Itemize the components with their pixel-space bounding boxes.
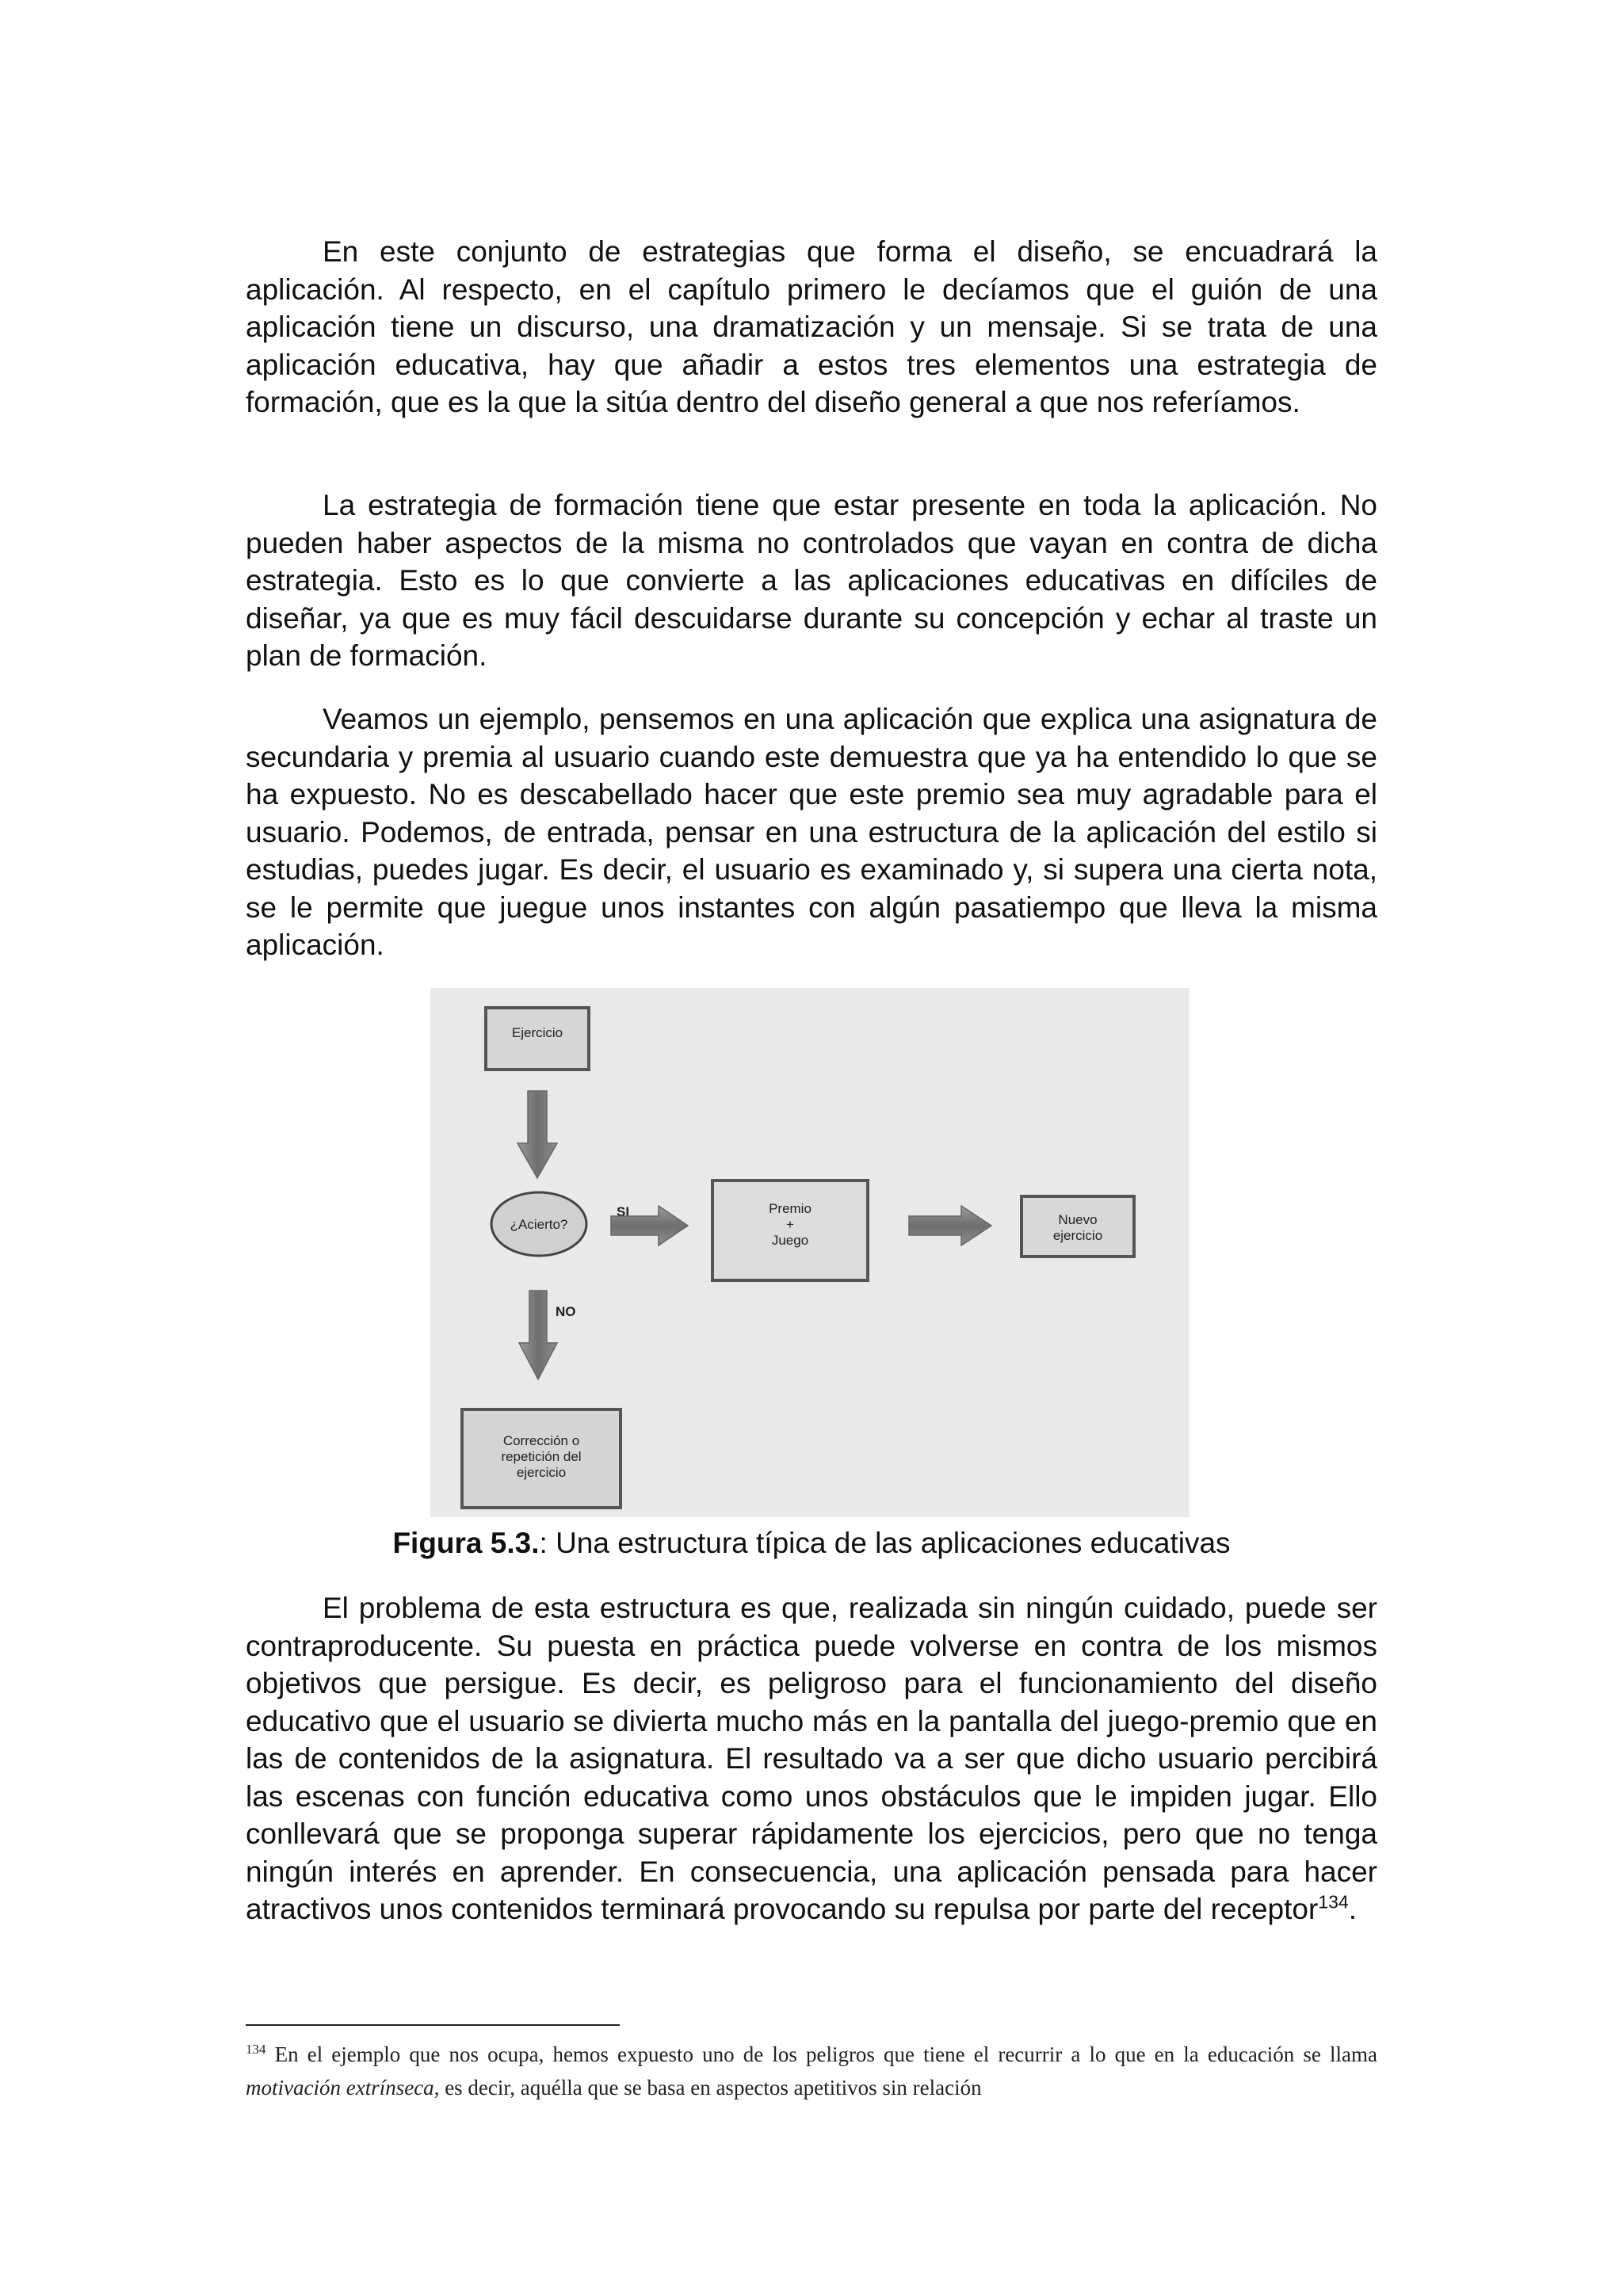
box-ejercicio-label: Ejercicio [511, 1025, 563, 1040]
box-premio-line-3: Juego [771, 1233, 809, 1248]
paragraph-text: Veamos un ejemplo, pensemos en una aplicación que explica una asignatura de secundaria y premia al usuario cuando este demuestra que ya ha entendido lo que se ha expuesto. No es descabellado hacer que este premio sea muy agradable para el usuario. Podemos, de entrada, pensar en una estructura de la aplicación del estilo si estudias, puedes jugar. Es decir, el usuario es examinado y, si supera una cierta nota, se le permite que juegue unos instantes con algún pasatiempo que lleva la misma aplicación. [246, 703, 1377, 961]
figure-caption [246, 1524, 1377, 1562]
paragraph-text: El problema de esta estructura es que, realizada sin ningún cuidado, puede ser contraproducente. Su puesta en práctica puede volverse en contra de los mismos objetivos que persigue. Es decir, es peligroso para el funcionamiento del diseño educativo que el usuario se divierta mucho más en la pantalla del juego-premio que en las de contenidos de la asignatura. El resultado va a ser que dicho usuario percibirá las escenas con función educativa como unos obstáculos que le impiden jugar. Ello conllevará que se proponga superar rápidamente los ejercicios, pero que no tenga ningún interés en aprender. En consecuencia, una aplicación pensada para hacer atractivos unos contenidos terminará provocando su repulsa por parte del receptor$^{134}$. [246, 1592, 1377, 1925]
box-nuevo-line-2: ejercicio [1052, 1228, 1103, 1243]
box-correccion-line-3: ejercicio [516, 1465, 567, 1480]
caption-text: : Una estructura típica de las aplicaciones educativas [539, 1527, 1231, 1559]
flowchart-diagram [430, 988, 1190, 1517]
footnote-number: 134 [246, 2042, 266, 2057]
box-premio-line-1: Premio [769, 1201, 812, 1216]
footnote [246, 2038, 1377, 2104]
arrow-down-icon [517, 1091, 557, 1178]
decision-label: ¿Acierto? [510, 1217, 568, 1232]
flowchart-figure [430, 988, 1190, 1517]
box-correccion-line-1: Corrección o [502, 1433, 580, 1448]
body-paragraph-1 [246, 233, 1377, 421]
box-ejercicio [486, 1008, 589, 1070]
paragraph-text: La estrategia de formación tiene que estar presente en toda la aplicación. No pueden haber aspectos de la misma no controlados que vayan en contra de dicha estrategia. Esto es lo que convierte a las aplicaciones educativas en difíciles de diseñar, ya que es muy fácil descuidarse durante su concepción y echar al traste un plan de formación. [246, 489, 1377, 672]
box-premio-juego [712, 1180, 868, 1280]
arrow-right-icon [909, 1206, 991, 1245]
arrow-down-icon [519, 1291, 557, 1379]
decision-acierto [491, 1192, 586, 1256]
label-si: SI [617, 1204, 630, 1219]
box-nuevo-line-1: Nuevo [1058, 1212, 1098, 1227]
label-no: NO [556, 1304, 576, 1319]
body-paragraph-2 [246, 486, 1377, 675]
box-correccion-line-2: repetición del [501, 1449, 582, 1464]
paragraph-text: En este conjunto de estrategias que forma el diseño, se encuadrará la aplicación. Al respecto, en el capítulo primero le decíamos que el guión de una aplicación tiene un discurso, una dramatización y un mensaje. Si se trata de una aplicación educativa, hay que añadir a estos tres elementos una estrategia de formación, que es la que la sitúa dentro del diseño general a que nos referíamos. [246, 235, 1377, 418]
footnote-text-after: , es decir, aquélla que se basa en aspectos apetitivos sin relación [433, 2076, 982, 2100]
paragraph-body: El problema de esta estructura es que, realizada sin ningún cuidado, puede ser contraproducente. Su puesta en práctica puede volverse en contra de los mismos objetivos que persigue. Es decir, es peligroso para el funcionamiento del diseño educativo que el usuario se divierta mucho más en la pantalla del juego-premio que en las de contenidos de la asignatura. El resultado va a ser que dicho usuario percibirá las escenas con función educativa como unos obstáculos que le impiden jugar. Ello conllevará que se proponga superar rápidamente los ejercicios, pero que no tenga ningún interés en aprender. En consecuencia, una aplicación pensada para hacer atractivos unos contenidos terminará provocando su repulsa por parte del receptor [246, 1592, 1377, 1925]
footnote-italic-term: motivación extrínseca [246, 2076, 434, 2100]
footnote-reference: 134 [1318, 1891, 1349, 1913]
body-paragraph-3 [246, 700, 1377, 964]
box-premio-line-2: + [786, 1217, 794, 1232]
box-correccion [462, 1409, 621, 1508]
box-nuevo-ejercicio [1022, 1196, 1134, 1257]
caption-label: Figura 5.3. [392, 1527, 540, 1559]
footnote-text-before: En el ejemplo que nos ocupa, hemos expuesto uno de los peligros que tiene el recurrir a lo que en la educación se llama [265, 2042, 1377, 2066]
footnote-divider [246, 2024, 620, 2026]
body-paragraph-4 [246, 1589, 1377, 1928]
